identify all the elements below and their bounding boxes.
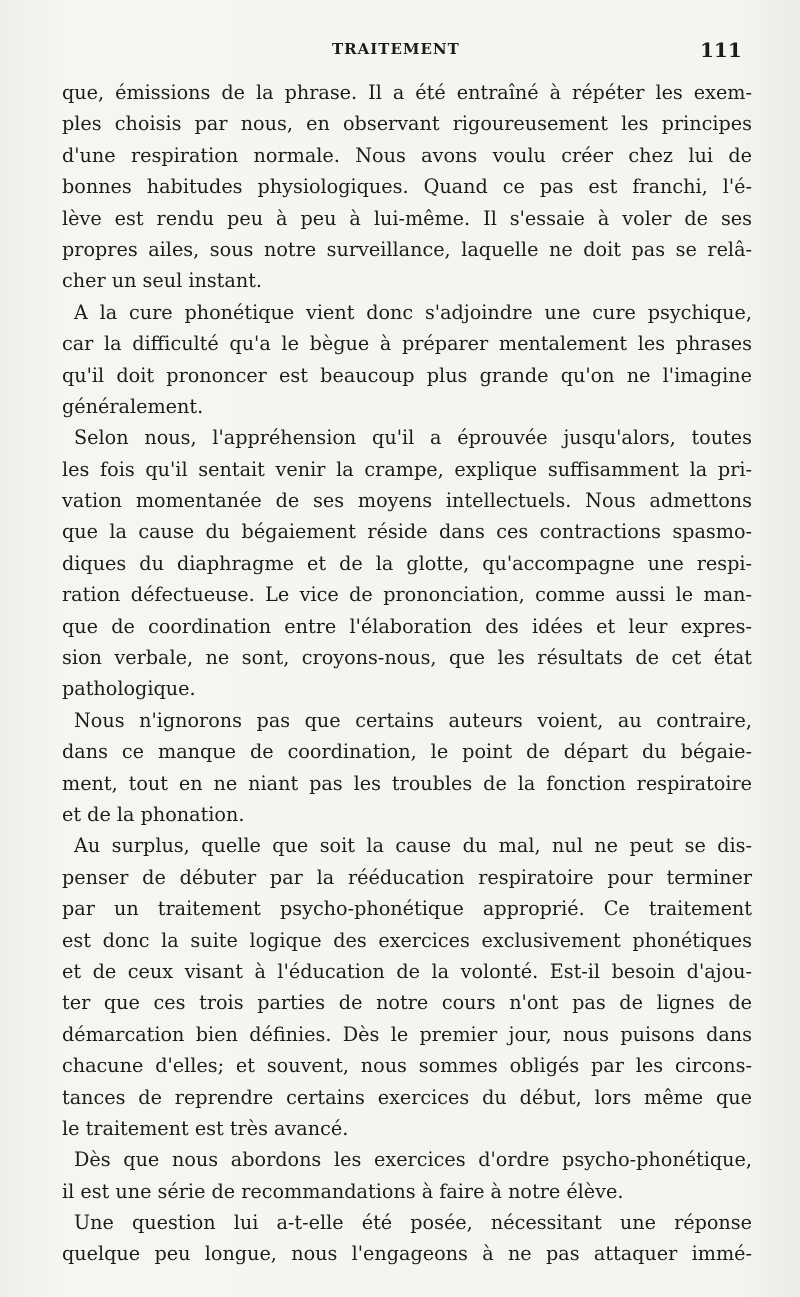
text-line: lève est rendu peu à peu à lui-même. Il s'essaie à voler de ses bbox=[62, 206, 752, 230]
text-line: tances de reprendre certains exercices du début, lors même que bbox=[62, 1085, 752, 1109]
text-line: que, émissions de la phrase. Il a été entraîné à répéter les exem- bbox=[62, 81, 752, 104]
text-line: penser de débuter par la rééducation respiratoire pour terminer bbox=[62, 865, 752, 889]
text-line: Une question lui a-t-elle été posée, nécessitant une réponse bbox=[74, 1211, 752, 1235]
text-line: et de ceux visant à l'éducation de la volonté. Est-il besoin d'ajou- bbox=[62, 959, 752, 983]
text-line: sion verbale, ne sont, croyons-nous, que les résultats de cet état bbox=[62, 646, 752, 670]
text-line: Selon nous, l'appréhension qu'il a éprouvée jusqu'alors, toutes bbox=[74, 426, 752, 450]
text-line: Au surplus, quelle que soit la cause du mal, nul ne peut se dis- bbox=[74, 834, 752, 858]
text-line: démarcation bien définies. Dès le premier jour, nous puisons dans bbox=[62, 1022, 752, 1046]
text-line: propres ailes, sous notre surveillance, laquelle ne doit pas se relâ- bbox=[62, 237, 752, 261]
text-line: que de coordination entre l'élaboration des idées et leur expres- bbox=[62, 614, 752, 638]
text-line: ter que ces trois parties de notre cours n'ont pas de lignes de bbox=[62, 991, 752, 1015]
text-line: ment, tout en ne niant pas les troubles de la fonction respiratoire bbox=[62, 771, 752, 795]
text-line: est donc la suite logique des exercices exclusivement phonétiques bbox=[62, 928, 752, 952]
text-line: ples choisis par nous, en observant rigoureusement les principes bbox=[62, 112, 752, 136]
text-line: car la difficulté qu'a le bègue à préparer mentalement les phrases bbox=[62, 332, 752, 356]
text-line: il est une série de recommandations à faire à notre élève. bbox=[62, 1179, 624, 1203]
text-line: cher un seul instant. bbox=[62, 269, 262, 293]
text-line: généralement. bbox=[62, 394, 204, 418]
text-line: dans ce manque de coordination, le point de départ du bégaie- bbox=[62, 740, 752, 764]
text-line: quelque peu longue, nous l'engageons à ne pas attaquer immé- bbox=[62, 1242, 752, 1266]
text-line: et de la phonation. bbox=[62, 802, 245, 826]
text-line: par un traitement psycho-phonétique approprié. Ce traitement bbox=[62, 897, 752, 921]
text-line: Nous n'ignorons pas que certains auteurs voient, au contraire, bbox=[74, 708, 752, 732]
text-line: bonnes habitudes physiologiques. Quand ce pas est franchi, l'é- bbox=[62, 175, 752, 199]
text-line: vation momentanée de ses moyens intellectuels. Nous admettons bbox=[62, 489, 752, 513]
text-line: que la cause du bégaiement réside dans ces contractions spasmo- bbox=[62, 520, 752, 544]
page-number: 111 bbox=[700, 38, 742, 62]
text-line: qu'il doit prononcer est beaucoup plus grande qu'on ne l'imagine bbox=[62, 363, 752, 387]
text-line: le traitement est très avancé. bbox=[62, 1116, 349, 1140]
text-line: d'une respiration normale. Nous avons voulu créer chez lui de bbox=[62, 143, 752, 167]
text-line: A la cure phonétique vient donc s'adjoindre une cure psychique, bbox=[74, 300, 752, 324]
text-line: ration défectueuse. Le vice de prononciation, comme aussi le man- bbox=[62, 583, 752, 607]
text-line: pathologique. bbox=[62, 677, 196, 701]
page-header bbox=[0, 38, 800, 68]
text-line: diques du diaphragme et de la glotte, qu'accompagne une respi- bbox=[62, 551, 752, 575]
text-line: chacune d'elles; et souvent, nous sommes obligés par les circons- bbox=[62, 1054, 752, 1078]
text-line: Dès que nous abordons les exercices d'ordre psycho-phonétique, bbox=[74, 1148, 752, 1172]
running-title: TRAITEMENT bbox=[332, 40, 460, 58]
body-text bbox=[62, 77, 752, 1270]
text-line: les fois qu'il sentait venir la crampe, explique suffisamment la pri- bbox=[62, 457, 752, 481]
